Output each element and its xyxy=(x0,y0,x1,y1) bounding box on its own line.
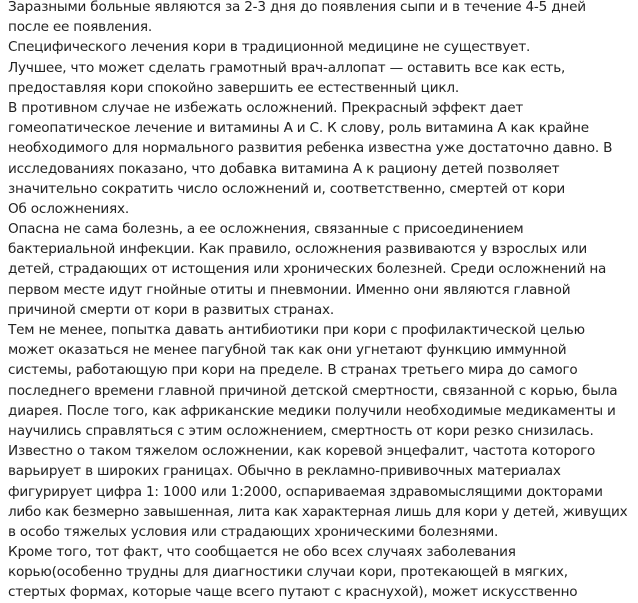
text-line: Лучшее, что может сделать грамотный врач-аллопат — оставить все как есть, xyxy=(8,59,566,76)
text-line: Известно о таком тяжелом осложнении, как коревой энцефалит, частота которого xyxy=(8,443,596,460)
text-line: гомеопатическое лечение и витамины А и С. К слову, роль витамина А как крайне xyxy=(8,120,589,137)
text-line: В противном случае не избежать осложнений. Прекрасный эффект дает xyxy=(8,99,524,116)
text-line: необходимого для нормального развития ребенка известна уже достаточно давно. В xyxy=(8,140,613,157)
text-line: может оказаться не менее пагубной так как они угнетают функцию иммунной xyxy=(8,342,567,359)
section-heading: Об осложнениях. xyxy=(8,200,129,217)
document-text xyxy=(8,0,634,603)
text-line: корью(особенно трудны для диагностики случаи кори, протекающей в мягких, xyxy=(8,564,568,581)
text-line: Кроме того, тот факт, что сообщается не обо всех случаях заболевания xyxy=(8,544,516,561)
text-line: варьирует в широких границах. Обычно в рекламно-прививочных материалах xyxy=(8,463,561,480)
text-line: стертых формах, которые чаще всего путают с краснухой), может искусственно xyxy=(8,584,578,601)
text-line: в особо тяжелых условия или страдающих хроническими болезнями. xyxy=(8,523,499,540)
text-line: фигурирует цифра 1: 1000 или 1:2000, оспариваемая здравомыслящими докторами xyxy=(8,483,603,500)
text-line: Специфического лечения кори в традиционной медицине не существует. xyxy=(8,39,531,56)
text-line: последнего времени главной причиной детской смертности, связанной с корью, была xyxy=(8,382,618,399)
text-line: диарея. После того, как африканские медики получили необходимые медикаменты и xyxy=(8,402,616,419)
text-line: Тем не менее, попытка давать антибиотики при кори с профилактической целью xyxy=(8,322,585,338)
text-line: Заразными больные являются за 2-3 дня до появления сыпи и в течение 4-5 дней xyxy=(8,0,586,15)
text-line: либо как безмерно завышенная, лита как характерная лишь для кори у детей, живущих xyxy=(8,503,628,520)
text-line: первом месте идут гнойные отиты и пневмонии. Именно они являются главной xyxy=(8,281,571,298)
text-line: после ее появления. xyxy=(8,19,152,36)
text-line: значительно сократить число осложнений и, соответственно, смертей от кори xyxy=(8,180,566,197)
text-line: предоставляя кори спокойно завершить ее естественный цикл. xyxy=(8,79,459,96)
text-line: бактериальной инфекции. Как правило, осложнения развиваются у взрослых или xyxy=(8,241,587,258)
text-line: системы, работающую при кори на пределе. В странах третьего мира до самого xyxy=(8,362,578,379)
text-line: Опасна не сама болезнь, а ее осложнения, связанные с присоединением xyxy=(8,221,524,238)
text-line: исследованиях показано, что добавка витамина А к рациону детей позволяет xyxy=(8,160,560,177)
text-line: детей, страдающих от истощения или хронических болезней. Среди осложнений на xyxy=(8,261,607,278)
text-line: причиной смерти от кори в развитых странах. xyxy=(8,301,334,318)
text-line: научились справляться с этим осложнением, смертность от кори резко снизилась. xyxy=(8,422,594,439)
